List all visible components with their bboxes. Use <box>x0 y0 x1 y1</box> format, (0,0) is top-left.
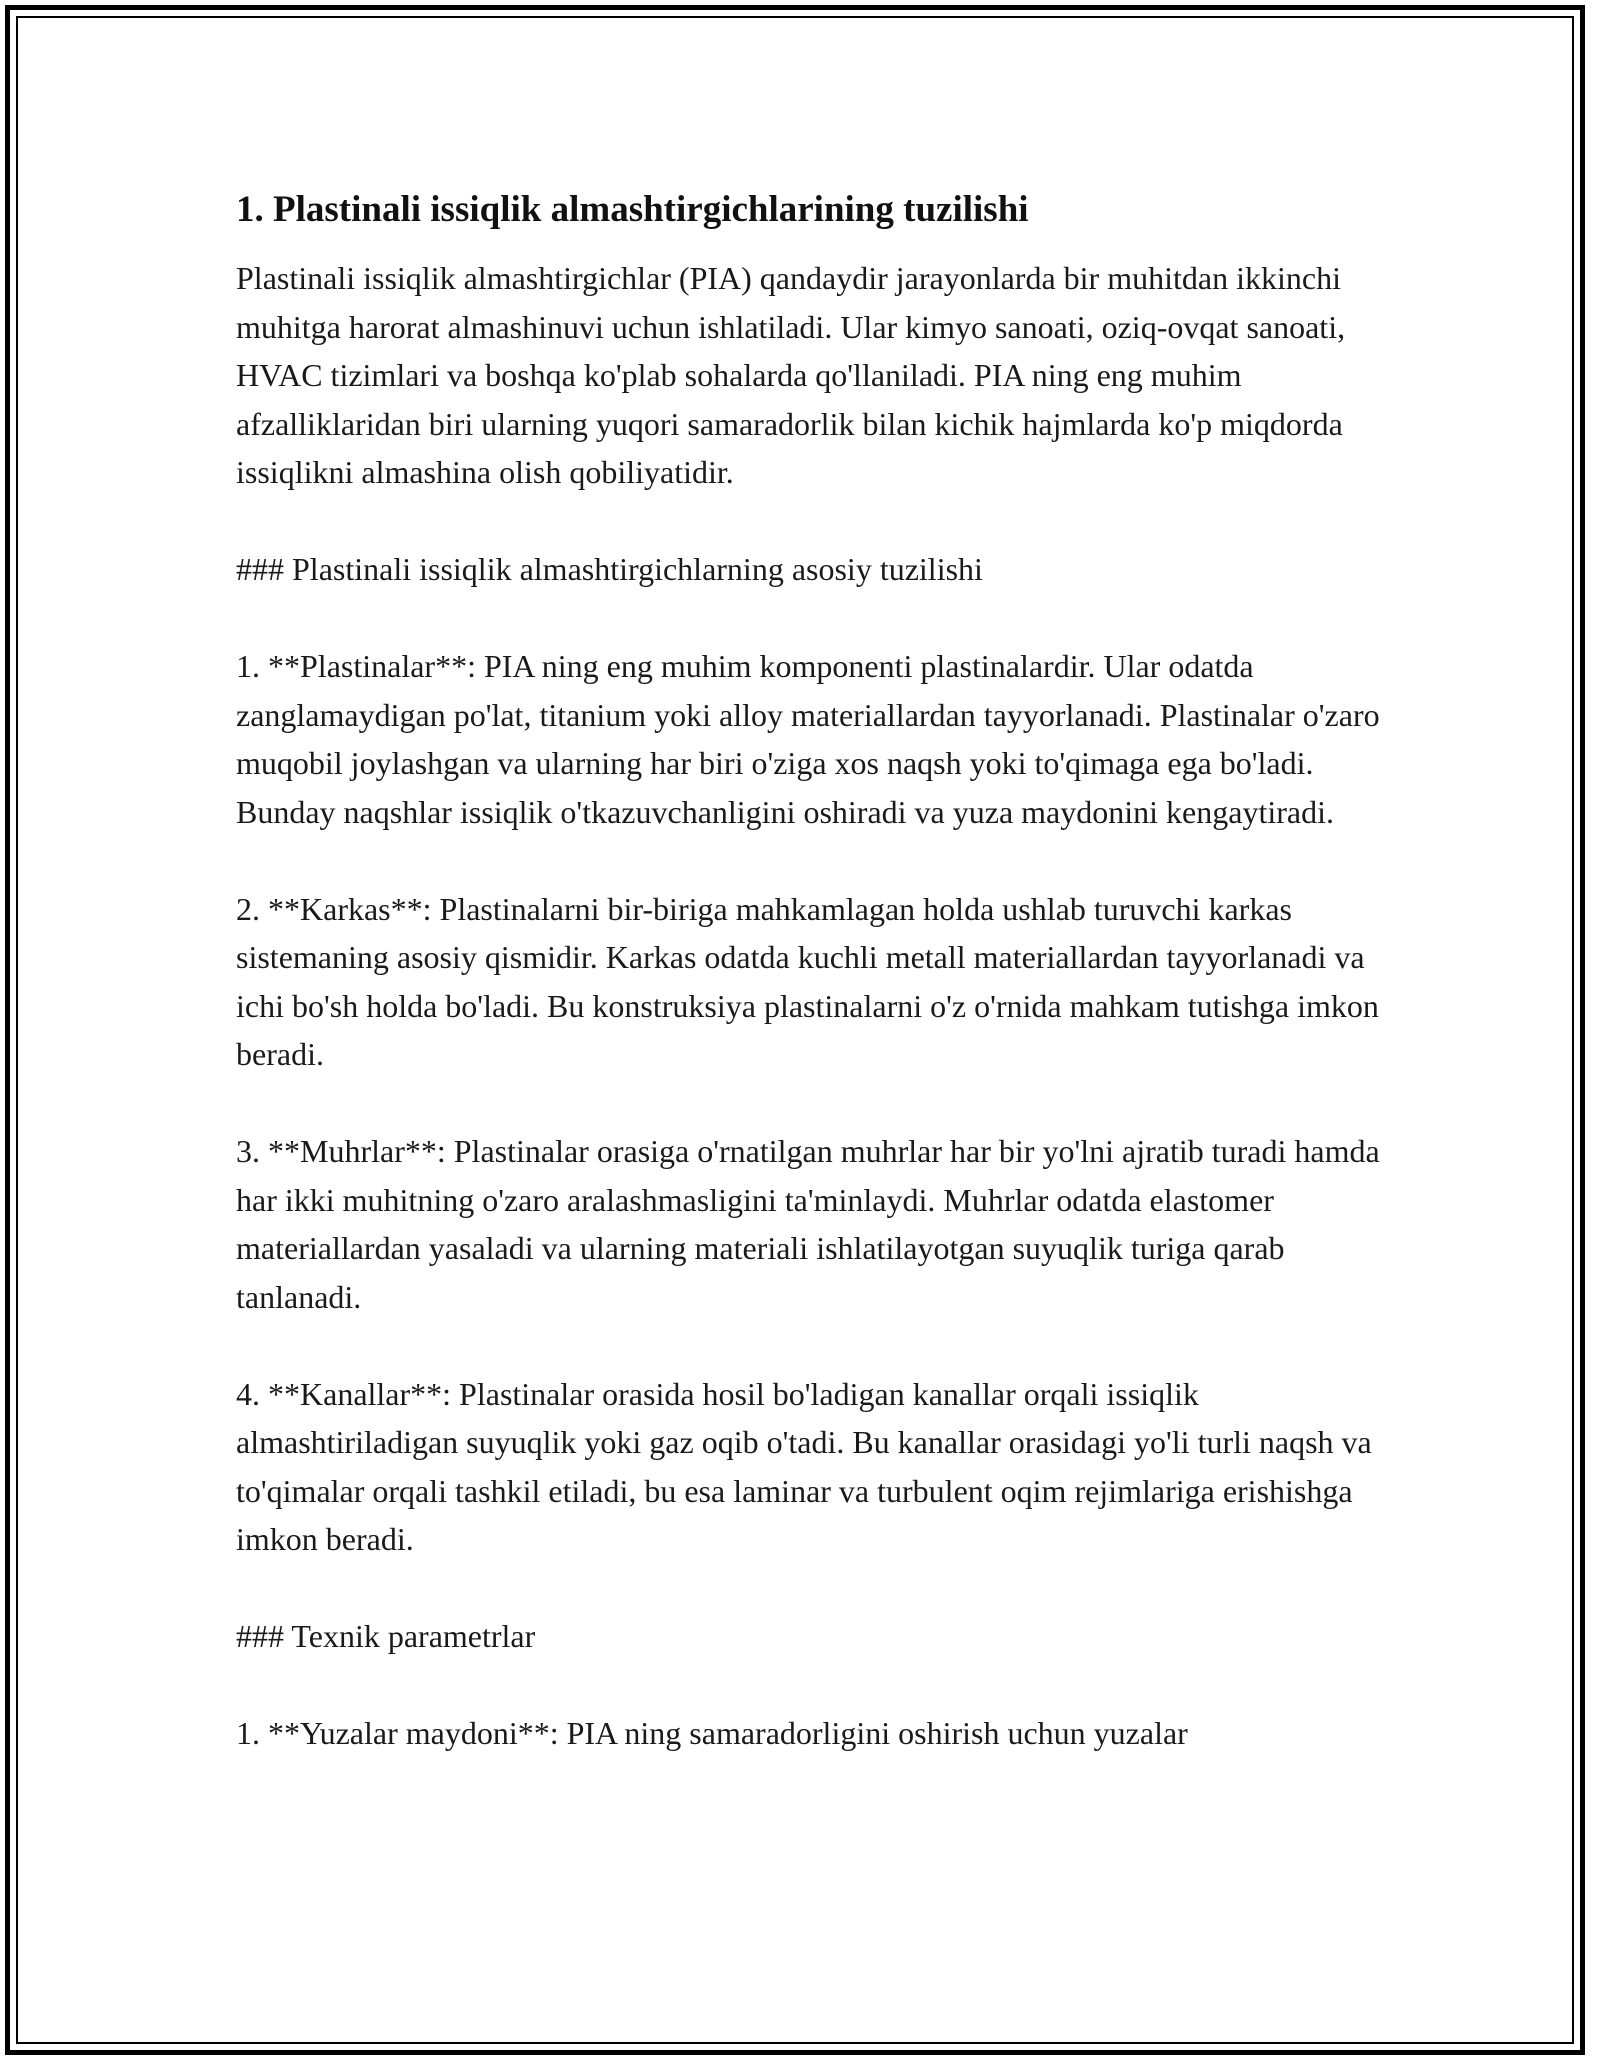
section-heading-parameters: ### Texnik parametrlar <box>236 1618 536 1654</box>
list-item-karkas: 2. **Karkas**: Plastinalarni bir-biriga mahkamlagan holda ushlab turuvchi karkas sistemaning asosiy qismidir. Karkas odatda kuchli metall materiallardan tayyorlanadi va ichi bo'sh holda bo'ladi. Bu konstruksiya plastinalarni o'z o'rnida mahkam tutishga imkon beradi. <box>236 890 1379 1072</box>
document-body <box>236 186 1386 1758</box>
list-item-plastinalar: 1. **Plastinalar**: PIA ning eng muhim komponenti plastinalardir. Ular odatda zanglamaydigan po'lat, titanium yoki alloy materiallardan tayyorlanadi. Plastinalar o'zaro muqobil joylashgan va ularning har biri o'ziga xos naqsh yoki to'qimaga ega bo'ladi. Bunday naqshlar issiqlik o'tkazuvchanligini oshiradi va yuza maydonini kengaytiradi. <box>236 648 1380 830</box>
document-title: 1. Plastinali issiqlik almashtirgichlarining tuzilishi <box>236 189 1029 230</box>
intro-paragraph: Plastinali issiqlik almashtirgichlar (PIA) qandaydir jarayonlarda bir muhitdan ikkinchi muhitga harorat almashinuvi uchun ishlatiladi. Ular kimyo sanoati, oziq-ovqat sanoati, HVAC tizimlari va boshqa ko'plab sohalarda qo'llaniladi. PIA ning eng muhim afzalliklaridan biri ularning yuqori samaradorlik bilan kichik hajmlarda ko'p miqdorda issiqlikni almashina olish qobiliyatidir. <box>236 260 1346 490</box>
section-heading-structure: ### Plastinali issiqlik almashtirgichlarning asosiy tuzilishi <box>236 551 983 587</box>
paragraph-spacer <box>236 497 1386 546</box>
list-item-muhrlar: 3. **Muhrlar**: Plastinalar orasiga o'rnatilgan muhrlar har bir yo'lni ajratib turadi hamda har ikki muhitning o'zaro aralashmasligini ta'minlaydi. Muhrlar odatda elastomer materiallardan yasaladi va ularning materiali ishlatilayotgan suyuqlik turiga qarab tanlanadi. <box>236 1133 1380 1315</box>
list-item-yuzalar-maydoni: 1. **Yuzalar maydoni**: PIA ning samaradorligini oshirish uchun yuzalar <box>236 1715 1188 1751</box>
paragraph-spacer <box>236 1321 1386 1370</box>
paragraph-spacer <box>236 594 1386 643</box>
list-item-kanallar: 4. **Kanallar**: Plastinalar orasida hosil bo'ladigan kanallar orqali issiqlik almashtiriladigan suyuqlik yoki gaz oqib o'tadi. Bu kanallar orasidagi yo'li turli naqsh va to'qimalar orqali tashkil etiladi, bu esa laminar va turbulent oqim rejimlariga erishishga imkon beradi. <box>236 1375 1372 1557</box>
paragraph-spacer <box>236 836 1386 885</box>
paragraph-spacer <box>236 1564 1386 1613</box>
paragraph-spacer <box>236 1661 1386 1710</box>
paragraph-spacer <box>236 1079 1386 1128</box>
